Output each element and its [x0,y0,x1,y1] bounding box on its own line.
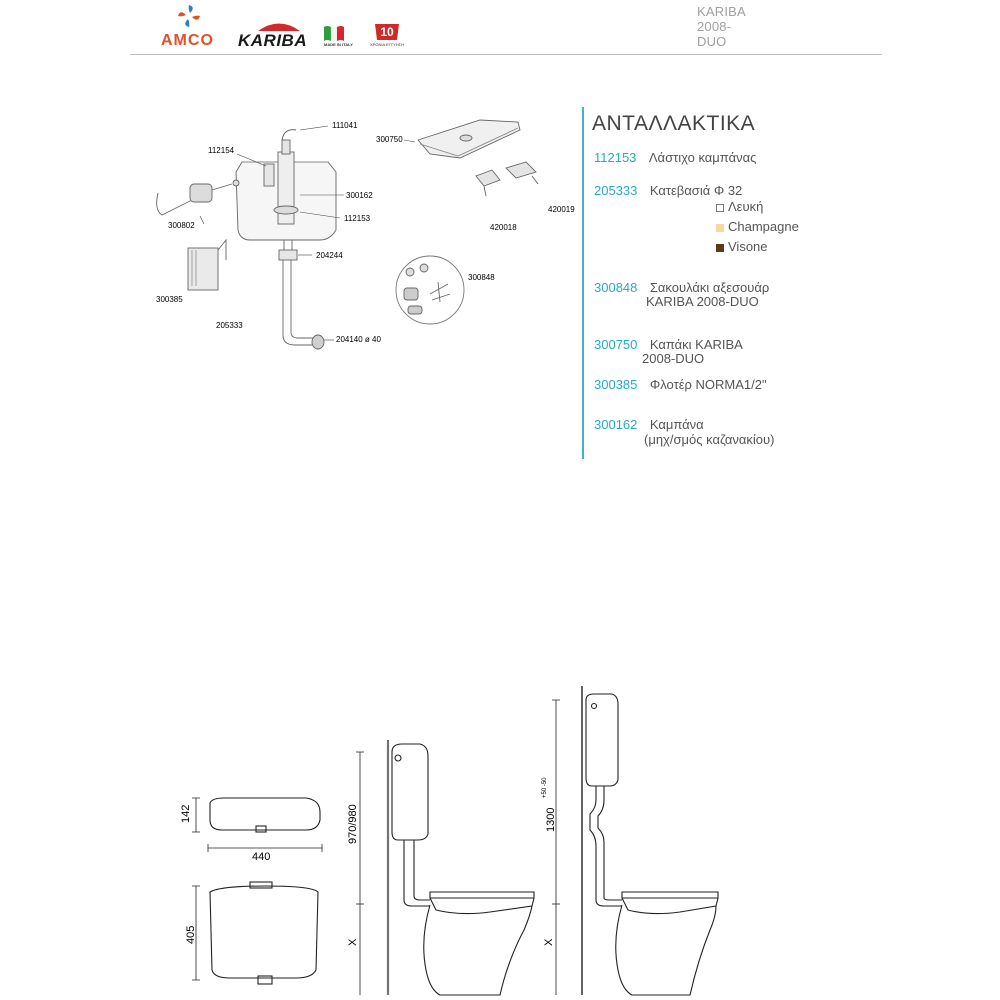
label-204244: 204244 [316,251,343,260]
part-code: 205333 [594,183,638,198]
amco-logo-icon [176,3,202,29]
dim-x-low: X [347,938,359,946]
label-420019: 420019 [548,205,575,214]
swatch-visone-icon [716,244,724,252]
part-code: 300385 [594,377,638,392]
kariba-logo-text: KARIBA [238,31,308,50]
parts-accent-line [582,107,584,459]
exploded-parts-diagram [140,100,580,365]
part-desc-line2: (μηχ/σμός καζανακίου) [644,432,775,447]
dim-440: 440 [252,851,271,863]
label-420018: 420018 [490,223,517,232]
label-205333: 205333 [216,321,243,330]
amco-logo-text: AMCO [161,32,214,49]
part-desc: Φλοτέρ NORMA1/2" [649,377,767,392]
label-204140: 204140 ø 40 [336,335,381,344]
dim-1300-tolerance: +50 -50 [542,777,548,798]
label-112153: 112153 [344,214,371,223]
label-300385: 300385 [156,295,183,304]
part-desc: Σακουλάκι αξεσουάρ [649,280,770,295]
technical-drawings [0,660,1000,1000]
label-300802: 300802 [168,221,195,230]
label-300750: 300750 [376,135,403,144]
part-row-112153 [594,149,756,167]
part-code: 300162 [594,417,638,432]
color-option-visone [716,239,768,255]
color-label: Visone [728,239,768,254]
made-in-italy-text: MADE IN ITALY [324,42,353,47]
part-row-300385 [594,376,767,394]
part-row-205333 [594,182,742,200]
swatch-white-icon [716,204,724,212]
dim-970-980: 970/980 [347,804,359,844]
model-title: KARIBA 2008-DUO [697,4,746,49]
part-code: 112153 [594,150,637,165]
label-300162: 300162 [346,191,373,200]
color-option-white [716,199,763,215]
parts-title: ΑΝΤΑΛΛΑΚΤΙΚΑ [592,112,756,135]
label-112154: 112154 [208,146,235,155]
color-label: Λευκή [728,199,764,214]
header-divider [130,54,882,55]
dim-405: 405 [185,925,197,944]
dim-142: 142 [180,804,192,823]
swatch-champagne-icon [716,224,724,232]
part-desc: Λάστιχο καμπάνας [648,150,757,165]
dim-x-high: X [543,938,555,946]
label-111041: 111041 [332,121,358,130]
part-desc-line2: 2008-DUO [642,351,705,366]
warranty-caption: ΧΡΟΝΙΑ ΕΓΓΥΗΣΗ [370,42,404,47]
part-desc: Κατεβασιά Φ 32 [649,183,743,198]
color-option-champagne [716,219,799,235]
italy-flag-icon [324,25,344,41]
part-code: 300848 [594,280,638,295]
warranty-years: 10 [380,25,394,39]
part-desc: Καπάκι KARIBA [649,337,743,352]
color-label: Champagne [728,219,799,234]
part-code: 300750 [594,337,638,352]
label-300848: 300848 [468,273,495,282]
part-desc-line2: KARIBA 2008-DUO [646,294,759,309]
part-desc: Καμπάνα [649,417,704,432]
dim-1300: 1300 [545,807,557,832]
